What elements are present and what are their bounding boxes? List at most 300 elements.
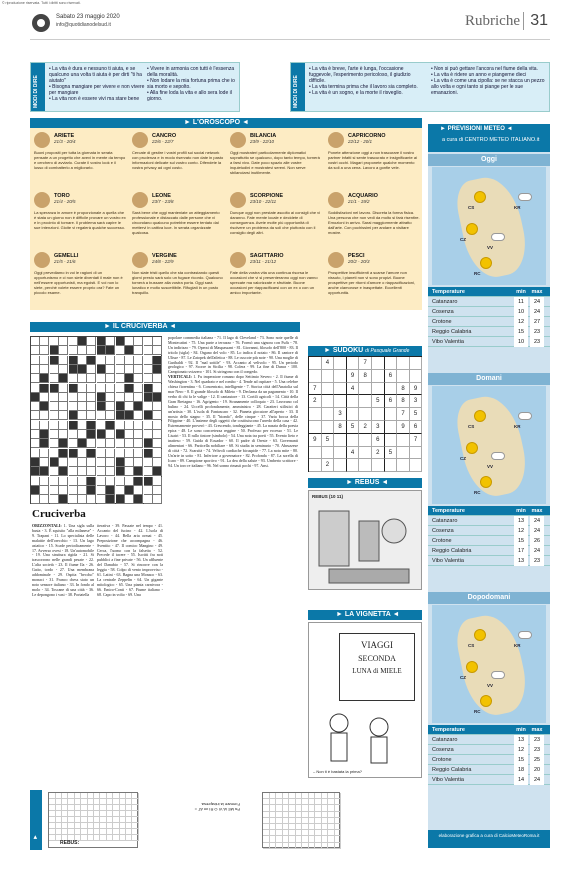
crossword-cell[interactable] <box>106 467 115 476</box>
crossword-cell[interactable] <box>87 495 96 504</box>
crossword-cell[interactable] <box>78 393 87 402</box>
crossword-cell[interactable] <box>116 486 125 495</box>
crossword-cell[interactable] <box>125 411 134 420</box>
crossword-cell[interactable] <box>134 393 143 402</box>
crossword-cell[interactable] <box>106 384 115 393</box>
crossword-cell[interactable] <box>69 495 78 504</box>
crossword-cell[interactable] <box>144 486 153 495</box>
crossword-cell[interactable] <box>69 439 78 448</box>
crossword-cell[interactable] <box>78 477 87 486</box>
crossword-cell[interactable] <box>87 477 96 486</box>
crossword-cell[interactable] <box>87 374 96 383</box>
crossword-cell[interactable] <box>87 411 96 420</box>
sudoku-cell[interactable] <box>334 370 347 383</box>
crossword-cell[interactable] <box>59 365 68 374</box>
sudoku-cell[interactable] <box>322 447 335 460</box>
sudoku-cell[interactable] <box>347 459 360 472</box>
sudoku-cell[interactable]: 8 <box>397 383 410 396</box>
sudoku-cell[interactable] <box>309 447 322 460</box>
sudoku-cell[interactable] <box>334 395 347 408</box>
crossword-cell[interactable] <box>106 430 115 439</box>
crossword-cell[interactable] <box>59 374 68 383</box>
sudoku-cell[interactable]: 4 <box>347 447 360 460</box>
crossword-cell[interactable] <box>125 356 134 365</box>
crossword-cell[interactable] <box>144 449 153 458</box>
crossword-cell[interactable] <box>134 495 143 504</box>
crossword-cell[interactable] <box>40 430 49 439</box>
crossword-cell[interactable] <box>87 337 96 346</box>
sudoku-cell[interactable]: 4 <box>347 383 360 396</box>
crossword-cell[interactable] <box>116 411 125 420</box>
crossword-cell[interactable] <box>153 337 162 346</box>
crossword-cell[interactable] <box>87 346 96 355</box>
crossword-cell[interactable] <box>31 477 40 486</box>
crossword-cell[interactable] <box>50 337 59 346</box>
crossword-cell[interactable] <box>31 458 40 467</box>
crossword-cell[interactable] <box>87 402 96 411</box>
crossword-cell[interactable] <box>116 421 125 430</box>
crossword-cell[interactable] <box>116 402 125 411</box>
crossword-cell[interactable] <box>50 365 59 374</box>
crossword-cell[interactable] <box>125 374 134 383</box>
sudoku-cell[interactable] <box>372 383 385 396</box>
crossword-cell[interactable] <box>87 458 96 467</box>
crossword-cell[interactable] <box>134 374 143 383</box>
crossword-cell[interactable] <box>116 439 125 448</box>
sudoku-cell[interactable]: 5 <box>372 395 385 408</box>
crossword-cell[interactable] <box>31 374 40 383</box>
crossword-cell[interactable] <box>97 495 106 504</box>
crossword-cell[interactable] <box>106 477 115 486</box>
crossword-cell[interactable] <box>69 384 78 393</box>
crossword-cell[interactable] <box>153 365 162 374</box>
crossword-cell[interactable] <box>78 430 87 439</box>
crossword-cell[interactable] <box>50 449 59 458</box>
crossword-cell[interactable] <box>116 477 125 486</box>
crossword-cell[interactable] <box>40 449 49 458</box>
sudoku-cell[interactable] <box>372 408 385 421</box>
crossword-cell[interactable] <box>87 356 96 365</box>
crossword-cell[interactable] <box>87 449 96 458</box>
sudoku-cell[interactable] <box>410 447 423 460</box>
crossword-cell[interactable] <box>78 346 87 355</box>
crossword-cell[interactable] <box>134 384 143 393</box>
crossword-cell[interactable] <box>144 393 153 402</box>
crossword-cell[interactable] <box>106 356 115 365</box>
sudoku-cell[interactable] <box>322 370 335 383</box>
sudoku-cell[interactable] <box>372 459 385 472</box>
sudoku-cell[interactable]: 9 <box>397 421 410 434</box>
sudoku-cell[interactable] <box>410 357 423 370</box>
crossword-cell[interactable] <box>134 486 143 495</box>
sudoku-cell[interactable]: 9 <box>410 383 423 396</box>
crossword-cell[interactable] <box>106 495 115 504</box>
crossword-cell[interactable] <box>97 393 106 402</box>
crossword-cell[interactable] <box>31 393 40 402</box>
crossword-cell[interactable] <box>97 384 106 393</box>
crossword-cell[interactable] <box>78 374 87 383</box>
crossword-cell[interactable] <box>40 421 49 430</box>
crossword-cell[interactable] <box>50 421 59 430</box>
crossword-cell[interactable] <box>125 458 134 467</box>
crossword-cell[interactable] <box>144 337 153 346</box>
crossword-cell[interactable] <box>50 411 59 420</box>
crossword-cell[interactable] <box>116 495 125 504</box>
crossword-cell[interactable] <box>59 337 68 346</box>
crossword-cell[interactable] <box>97 411 106 420</box>
crossword-cell[interactable] <box>31 449 40 458</box>
crossword-cell[interactable] <box>153 439 162 448</box>
crossword-cell[interactable] <box>78 337 87 346</box>
crossword-cell[interactable] <box>144 430 153 439</box>
crossword-cell[interactable] <box>59 411 68 420</box>
sudoku-cell[interactable] <box>385 421 398 434</box>
sudoku-cell[interactable] <box>397 447 410 460</box>
crossword-cell[interactable] <box>97 337 106 346</box>
crossword-cell[interactable] <box>31 430 40 439</box>
sudoku-cell[interactable] <box>347 434 360 447</box>
crossword-cell[interactable] <box>153 477 162 486</box>
crossword-cell[interactable] <box>144 439 153 448</box>
crossword-cell[interactable] <box>78 449 87 458</box>
crossword-cell[interactable] <box>59 467 68 476</box>
sudoku-cell[interactable] <box>385 408 398 421</box>
sudoku-cell[interactable]: 7 <box>410 434 423 447</box>
sudoku-cell[interactable] <box>309 421 322 434</box>
crossword-cell[interactable] <box>31 486 40 495</box>
sudoku-cell[interactable]: 9 <box>309 434 322 447</box>
sudoku-cell[interactable] <box>309 459 322 472</box>
sudoku-cell[interactable]: 3 <box>410 395 423 408</box>
crossword-cell[interactable] <box>87 421 96 430</box>
crossword-cell[interactable] <box>125 449 134 458</box>
crossword-cell[interactable] <box>40 486 49 495</box>
sudoku-cell[interactable]: 2 <box>322 459 335 472</box>
crossword-cell[interactable] <box>31 365 40 374</box>
crossword-cell[interactable] <box>69 365 78 374</box>
crossword-cell[interactable] <box>87 430 96 439</box>
crossword-cell[interactable] <box>50 384 59 393</box>
crossword-cell[interactable] <box>153 393 162 402</box>
sudoku-cell[interactable]: 5 <box>347 421 360 434</box>
crossword-cell[interactable] <box>59 421 68 430</box>
crossword-cell[interactable] <box>59 449 68 458</box>
crossword-cell[interactable] <box>97 402 106 411</box>
crossword-cell[interactable] <box>134 421 143 430</box>
sudoku-cell[interactable] <box>309 370 322 383</box>
sudoku-cell[interactable] <box>334 357 347 370</box>
crossword-cell[interactable] <box>69 449 78 458</box>
crossword-cell[interactable] <box>106 393 115 402</box>
crossword-cell[interactable] <box>50 356 59 365</box>
crossword-cell[interactable] <box>78 356 87 365</box>
sudoku-cell[interactable] <box>322 408 335 421</box>
crossword-cell[interactable] <box>106 346 115 355</box>
crossword-cell[interactable] <box>69 374 78 383</box>
crossword-cell[interactable] <box>116 384 125 393</box>
crossword-cell[interactable] <box>59 402 68 411</box>
crossword-cell[interactable] <box>69 467 78 476</box>
crossword-cell[interactable] <box>59 430 68 439</box>
crossword-cell[interactable] <box>31 356 40 365</box>
sudoku-grid[interactable] <box>308 356 422 472</box>
crossword-cell[interactable] <box>31 495 40 504</box>
crossword-cell[interactable] <box>106 421 115 430</box>
crossword-cell[interactable] <box>40 402 49 411</box>
sudoku-cell[interactable]: 2 <box>372 447 385 460</box>
sudoku-cell[interactable] <box>372 357 385 370</box>
crossword-cell[interactable] <box>134 365 143 374</box>
sudoku-cell[interactable]: 3 <box>334 408 347 421</box>
crossword-cell[interactable] <box>125 495 134 504</box>
crossword-cell[interactable] <box>134 356 143 365</box>
sudoku-cell[interactable]: 9 <box>347 370 360 383</box>
crossword-cell[interactable] <box>116 467 125 476</box>
crossword-cell[interactable] <box>153 374 162 383</box>
crossword-cell[interactable] <box>97 467 106 476</box>
crossword-cell[interactable] <box>125 337 134 346</box>
crossword-cell[interactable] <box>106 449 115 458</box>
crossword-cell[interactable] <box>69 402 78 411</box>
crossword-cell[interactable] <box>134 458 143 467</box>
crossword-cell[interactable] <box>144 402 153 411</box>
sudoku-cell[interactable]: 2 <box>359 421 372 434</box>
crossword-cell[interactable] <box>50 430 59 439</box>
crossword-cell[interactable] <box>87 439 96 448</box>
sudoku-cell[interactable]: 7 <box>359 357 372 370</box>
crossword-cell[interactable] <box>134 411 143 420</box>
crossword-cell[interactable] <box>40 467 49 476</box>
sudoku-cell[interactable] <box>322 395 335 408</box>
crossword-cell[interactable] <box>31 337 40 346</box>
crossword-cell[interactable] <box>97 486 106 495</box>
crossword-cell[interactable] <box>50 346 59 355</box>
crossword-cell[interactable] <box>134 477 143 486</box>
sudoku-cell[interactable] <box>334 447 347 460</box>
crossword-cell[interactable] <box>31 411 40 420</box>
crossword-cell[interactable] <box>144 374 153 383</box>
sudoku-cell[interactable] <box>359 447 372 460</box>
sudoku-cell[interactable] <box>334 383 347 396</box>
crossword-cell[interactable] <box>50 393 59 402</box>
crossword-cell[interactable] <box>69 337 78 346</box>
crossword-cell[interactable] <box>153 402 162 411</box>
crossword-cell[interactable] <box>59 356 68 365</box>
crossword-cell[interactable] <box>116 374 125 383</box>
crossword-cell[interactable] <box>106 411 115 420</box>
crossword-cell[interactable] <box>78 384 87 393</box>
sudoku-cell[interactable] <box>334 434 347 447</box>
crossword-cell[interactable] <box>134 430 143 439</box>
sudoku-cell[interactable] <box>397 459 410 472</box>
crossword-cell[interactable] <box>116 449 125 458</box>
sudoku-cell[interactable] <box>385 459 398 472</box>
crossword-cell[interactable] <box>50 477 59 486</box>
sudoku-cell[interactable] <box>410 370 423 383</box>
crossword-cell[interactable] <box>97 365 106 374</box>
crossword-cell[interactable] <box>134 346 143 355</box>
crossword-cell[interactable] <box>59 486 68 495</box>
crossword-cell[interactable] <box>144 477 153 486</box>
sudoku-cell[interactable]: 8 <box>397 395 410 408</box>
crossword-cell[interactable] <box>153 411 162 420</box>
crossword-cell[interactable] <box>59 439 68 448</box>
crossword-cell[interactable] <box>97 430 106 439</box>
sudoku-cell[interactable] <box>334 459 347 472</box>
crossword-cell[interactable] <box>144 346 153 355</box>
crossword-cell[interactable] <box>116 365 125 374</box>
crossword-cell[interactable] <box>125 486 134 495</box>
crossword-cell[interactable] <box>144 365 153 374</box>
crossword-cell[interactable] <box>144 467 153 476</box>
crossword-cell[interactable] <box>144 384 153 393</box>
crossword-cell[interactable] <box>40 495 49 504</box>
crossword-cell[interactable] <box>40 346 49 355</box>
crossword-cell[interactable] <box>50 439 59 448</box>
crossword-cell[interactable] <box>40 374 49 383</box>
crossword-cell[interactable] <box>153 421 162 430</box>
crossword-cell[interactable] <box>78 402 87 411</box>
sudoku-cell[interactable]: 8 <box>334 421 347 434</box>
crossword-cell[interactable] <box>40 384 49 393</box>
sudoku-cell[interactable] <box>397 357 410 370</box>
sudoku-cell[interactable] <box>309 357 322 370</box>
crossword-cell[interactable] <box>40 337 49 346</box>
crossword-cell[interactable] <box>40 411 49 420</box>
crossword-cell[interactable] <box>153 495 162 504</box>
crossword-cell[interactable] <box>153 384 162 393</box>
crossword-cell[interactable] <box>87 393 96 402</box>
crossword-cell[interactable] <box>125 430 134 439</box>
crossword-cell[interactable] <box>50 458 59 467</box>
crossword-cell[interactable] <box>134 449 143 458</box>
sudoku-cell[interactable] <box>359 395 372 408</box>
crossword-cell[interactable] <box>153 467 162 476</box>
sudoku-cell[interactable] <box>397 370 410 383</box>
crossword-cell[interactable] <box>125 439 134 448</box>
sudoku-cell[interactable] <box>385 357 398 370</box>
crossword-cell[interactable] <box>153 430 162 439</box>
crossword-grid[interactable] <box>30 336 162 504</box>
crossword-cell[interactable] <box>125 402 134 411</box>
crossword-cell[interactable] <box>116 458 125 467</box>
sudoku-cell[interactable] <box>322 383 335 396</box>
crossword-cell[interactable] <box>134 467 143 476</box>
sudoku-cell[interactable] <box>347 395 360 408</box>
sudoku-cell[interactable] <box>372 370 385 383</box>
crossword-cell[interactable] <box>144 495 153 504</box>
sudoku-cell[interactable] <box>397 434 410 447</box>
crossword-cell[interactable] <box>144 356 153 365</box>
crossword-cell[interactable] <box>97 477 106 486</box>
sudoku-cell[interactable]: 5 <box>410 408 423 421</box>
crossword-cell[interactable] <box>78 486 87 495</box>
sudoku-cell[interactable] <box>385 383 398 396</box>
crossword-cell[interactable] <box>116 356 125 365</box>
crossword-cell[interactable] <box>40 458 49 467</box>
crossword-cell[interactable] <box>144 421 153 430</box>
crossword-cell[interactable] <box>106 337 115 346</box>
crossword-cell[interactable] <box>69 393 78 402</box>
crossword-cell[interactable] <box>97 356 106 365</box>
crossword-cell[interactable] <box>106 439 115 448</box>
sudoku-cell[interactable] <box>359 434 372 447</box>
crossword-cell[interactable] <box>31 439 40 448</box>
crossword-cell[interactable] <box>59 384 68 393</box>
crossword-cell[interactable] <box>78 467 87 476</box>
sudoku-cell[interactable] <box>359 408 372 421</box>
sudoku-cell[interactable] <box>410 459 423 472</box>
crossword-cell[interactable] <box>125 421 134 430</box>
crossword-cell[interactable] <box>31 421 40 430</box>
crossword-cell[interactable] <box>31 467 40 476</box>
crossword-cell[interactable] <box>59 393 68 402</box>
sudoku-cell[interactable]: 7 <box>397 408 410 421</box>
crossword-cell[interactable] <box>50 402 59 411</box>
sudoku-cell[interactable]: 5 <box>322 434 335 447</box>
crossword-cell[interactable] <box>78 365 87 374</box>
sudoku-cell[interactable] <box>322 421 335 434</box>
sudoku-cell[interactable]: 4 <box>322 357 335 370</box>
crossword-cell[interactable] <box>78 495 87 504</box>
crossword-cell[interactable] <box>106 365 115 374</box>
crossword-cell[interactable] <box>134 439 143 448</box>
crossword-cell[interactable] <box>134 402 143 411</box>
crossword-cell[interactable] <box>78 411 87 420</box>
crossword-cell[interactable] <box>69 411 78 420</box>
crossword-cell[interactable] <box>40 393 49 402</box>
crossword-cell[interactable] <box>116 393 125 402</box>
crossword-cell[interactable] <box>87 486 96 495</box>
crossword-cell[interactable] <box>69 421 78 430</box>
crossword-cell[interactable] <box>87 467 96 476</box>
crossword-cell[interactable] <box>106 374 115 383</box>
sudoku-cell[interactable]: 6 <box>372 434 385 447</box>
crossword-cell[interactable] <box>50 467 59 476</box>
crossword-cell[interactable] <box>40 477 49 486</box>
crossword-cell[interactable] <box>97 439 106 448</box>
crossword-cell[interactable] <box>153 356 162 365</box>
sudoku-cell[interactable]: 6 <box>385 395 398 408</box>
sudoku-cell[interactable]: 3 <box>372 421 385 434</box>
crossword-cell[interactable] <box>69 458 78 467</box>
crossword-cell[interactable] <box>31 402 40 411</box>
crossword-cell[interactable] <box>153 346 162 355</box>
crossword-cell[interactable] <box>59 346 68 355</box>
crossword-cell[interactable] <box>69 356 78 365</box>
crossword-cell[interactable] <box>31 384 40 393</box>
crossword-cell[interactable] <box>40 365 49 374</box>
sudoku-cell[interactable]: 5 <box>385 447 398 460</box>
sudoku-cell[interactable]: 2 <box>309 395 322 408</box>
crossword-cell[interactable] <box>69 346 78 355</box>
crossword-cell[interactable] <box>69 486 78 495</box>
crossword-cell[interactable] <box>59 495 68 504</box>
crossword-cell[interactable] <box>31 346 40 355</box>
crossword-cell[interactable] <box>97 374 106 383</box>
crossword-cell[interactable] <box>125 384 134 393</box>
crossword-cell[interactable] <box>106 486 115 495</box>
crossword-cell[interactable] <box>106 402 115 411</box>
crossword-cell[interactable] <box>125 346 134 355</box>
crossword-cell[interactable] <box>153 449 162 458</box>
crossword-cell[interactable] <box>87 365 96 374</box>
crossword-cell[interactable] <box>144 458 153 467</box>
crossword-cell[interactable] <box>78 458 87 467</box>
crossword-cell[interactable] <box>87 384 96 393</box>
crossword-cell[interactable] <box>78 421 87 430</box>
crossword-cell[interactable] <box>125 393 134 402</box>
